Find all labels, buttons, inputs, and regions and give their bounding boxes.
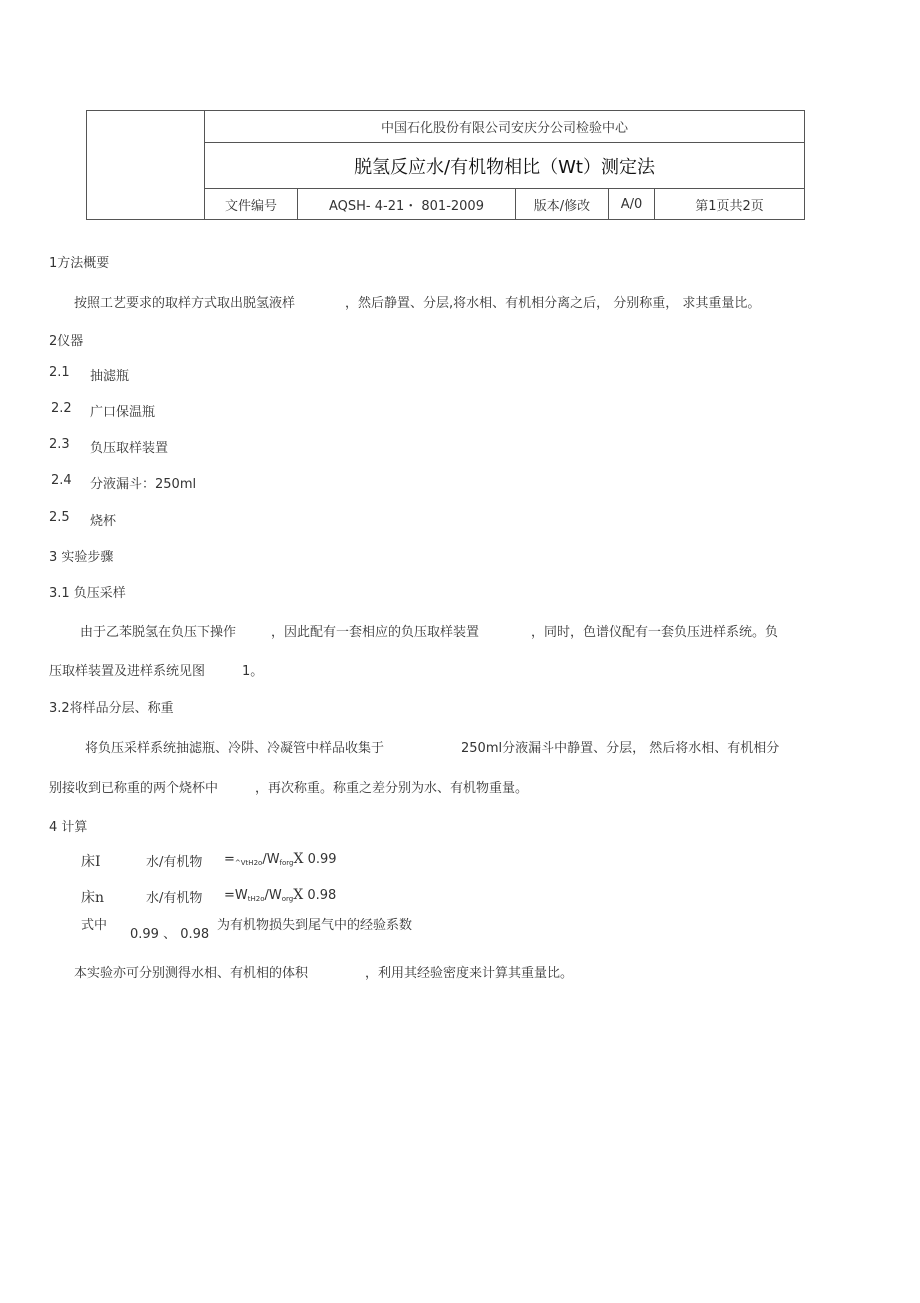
section-3-2-text-a: 将负压采样系统抽滤瓶、冷阱、冷凝管中样品收集于 bbox=[85, 741, 385, 756]
logo-cell bbox=[87, 111, 205, 220]
item-text: 抽滤瓶 bbox=[90, 369, 130, 384]
note-values: 0.99 、 0.98 bbox=[130, 927, 210, 942]
section-3-1-text-c: ，同时，色谱仪配有一套负压进样系统。负 bbox=[531, 625, 779, 640]
formula-2-label: 床n bbox=[81, 890, 105, 906]
item-number: 2.2 bbox=[51, 401, 72, 416]
item-text: 分液漏斗：250ml bbox=[90, 477, 197, 492]
section-3-1-text-d: 压取样装置及进样系统见图 bbox=[49, 664, 206, 679]
item-number: 2.1 bbox=[49, 365, 70, 380]
section-3-2-text-b: 250ml分液漏斗中静置、分层， 然后将水相、有机相分 bbox=[461, 741, 780, 756]
document-header-table bbox=[86, 110, 805, 220]
version-label: 版本/修改 bbox=[516, 189, 609, 220]
formula-2-expression: $=W_{tH2o}/W_{org}X$ 0.98 bbox=[224, 887, 337, 903]
section-1-text-b: ，然后静置、分层,将水相、有机相分离之后， 分别称重， 求其重量比。 bbox=[345, 296, 761, 311]
section-2-heading: 2仪器 bbox=[49, 334, 84, 349]
section-3-2-text-d: ，再次称重。称重之差分别为水、有机物重量。 bbox=[255, 781, 529, 796]
formula-1-expression: $=_{\^{}VtH2o}/W_{forg}X$ 0.99 bbox=[224, 851, 337, 867]
note-text: 为有机物损失到尾气中的经验系数 bbox=[217, 918, 413, 933]
section-1-heading: 1方法概要 bbox=[49, 256, 110, 271]
section-3-2-heading: 3.2将样品分层、称重 bbox=[49, 701, 174, 716]
formula-1-label: 床I bbox=[81, 854, 101, 870]
section-3-1-text-b: ，因此配有一套相应的负压取样装置 bbox=[271, 625, 480, 640]
closing-text-b: ，利用其经验密度来计算其重量比。 bbox=[365, 966, 574, 981]
formula-1-name: 水/有机物 bbox=[146, 855, 203, 870]
section-3-1-text-e: 1。 bbox=[242, 664, 264, 679]
closing-text-a: 本实验亦可分别测得水相、有机相的体积 bbox=[74, 966, 309, 981]
note-label: 式中 bbox=[81, 918, 108, 933]
item-text: 负压取样装置 bbox=[90, 441, 169, 456]
item-number: 2.4 bbox=[51, 473, 72, 488]
page-indicator: 第1页共2页 bbox=[655, 189, 805, 220]
item-text: 烧杯 bbox=[90, 514, 117, 529]
formula-2-name: 水/有机物 bbox=[146, 891, 203, 906]
document-title: 脱氢反应水/有机物相比（Wt）测定法 bbox=[205, 143, 805, 189]
version-value: A/0 bbox=[609, 189, 655, 220]
item-text: 广口保温瓶 bbox=[90, 405, 156, 420]
section-3-1-text-a: 由于乙苯脱氢在负压下操作 bbox=[80, 625, 237, 640]
doc-number: AQSH- 4-21・ 801-2009 bbox=[298, 189, 516, 220]
section-3-heading: 3 实验步骤 bbox=[49, 550, 114, 565]
section-3-1-heading: 3.1 负压采样 bbox=[49, 586, 126, 601]
item-number: 2.5 bbox=[49, 510, 70, 525]
organization-name: 中国石化股份有限公司安庆分公司检验中心 bbox=[205, 111, 805, 143]
section-1-text-a: 按照工艺要求的取样方式取出脱氢液样 bbox=[74, 296, 296, 311]
doc-number-label: 文件编号 bbox=[205, 189, 298, 220]
section-3-2-text-c: 别接收到已称重的两个烧杯中 bbox=[49, 781, 219, 796]
item-number: 2.3 bbox=[49, 437, 70, 452]
section-4-heading: 4 计算 bbox=[49, 820, 88, 835]
